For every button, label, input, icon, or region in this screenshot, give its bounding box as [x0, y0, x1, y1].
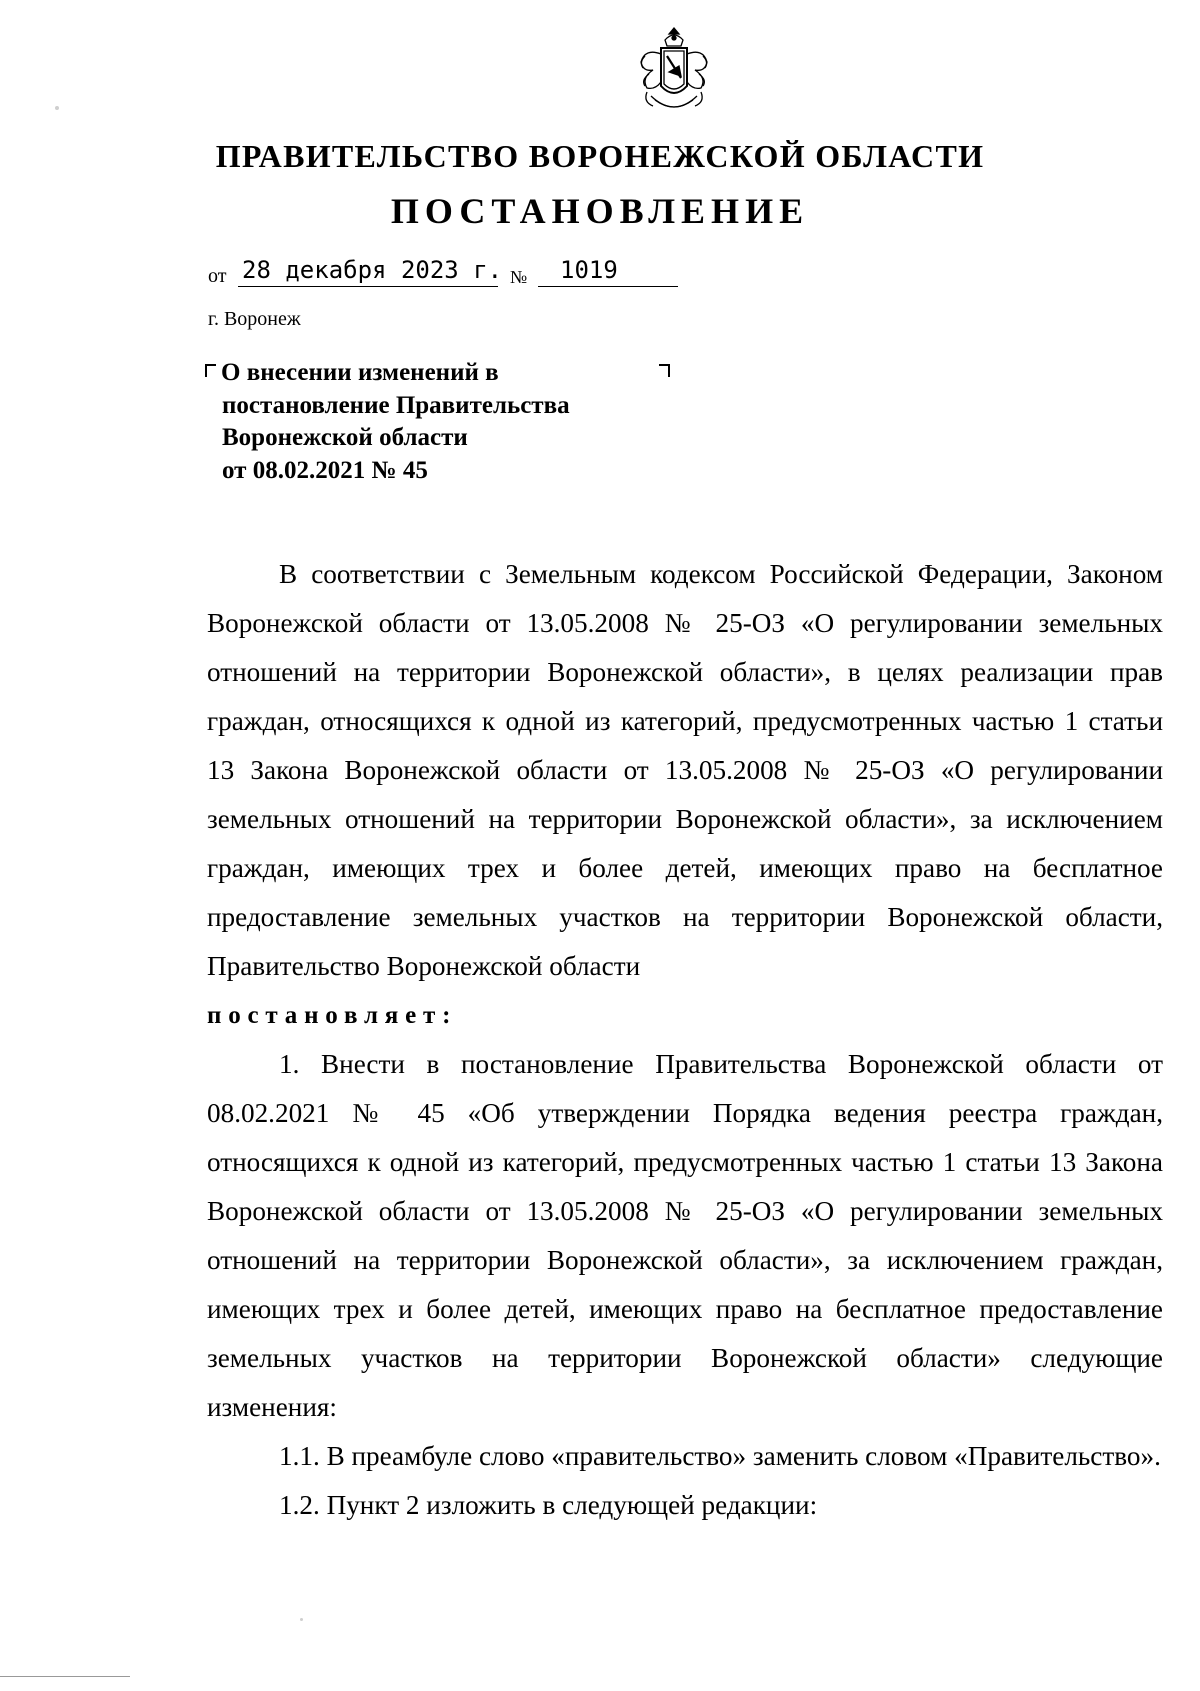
item-1-2-paragraph: 1.2. Пункт 2 изложить в следующей редакции: [279, 1490, 818, 1520]
preamble-paragraph: В соответствии с Земельным кодексом Российской Федерации, Законом Воронежской области от 13.05.2008 № 25-ОЗ «О регулировании земельных отношений на территории Воронежской области», в целях реализации прав граждан, относящихся к одной из категорий, предусмотренных частью 1 статьи 13 Закона Воронежской области от 13.05.2008 № 25-ОЗ «О регулировании земельных отношений на территории Воронежской области», за исключением граждан, имеющих трех и более детей, имеющих право на бесплатное предоставление земельных участков на территории Воронежской области, Правительство Воронежской области [207, 559, 1163, 981]
subject-corner-right [659, 364, 670, 377]
document-subject [218, 357, 570, 487]
voronezh-coat-of-arms-icon [631, 26, 717, 122]
document-body [207, 550, 1163, 1530]
item-1-paragraph: 1. Внести в постановление Правительства Воронежской области от 08.02.2021 № 45 «Об утверждении Порядка ведения реестра граждан, относящихся к одной из категорий, предусмотренных частью 1 статьи 13 Закона Воронежской области от 13.05.2008 № 25-ОЗ «О регулировании земельных отношений на территории Воронежской области», за исключением граждан, имеющих трех и более детей, имеющих право на бесплатное предоставление земельных участков на территории Воронежской области» следующие изменения: [207, 1049, 1163, 1422]
subject-corner-left [205, 364, 216, 377]
date-number-line [208, 252, 678, 292]
number-label: № [510, 267, 528, 287]
subject-line: Воронежской области [222, 424, 468, 451]
number-underline [538, 286, 678, 287]
scan-speck [55, 106, 59, 110]
date-from-label: от [208, 265, 227, 287]
document-number: 1019 [560, 256, 618, 284]
document-type-title: ПОСТАНОВЛЕНИЕ [390, 191, 810, 231]
subject-line: от 08.02.2021 № 45 [222, 456, 428, 484]
resolution-verdict: постановляет: [207, 1002, 458, 1029]
organization-title: ПРАВИТЕЛЬСТВО ВОРОНЕЖСКОЙ ОБЛАСТИ [215, 138, 985, 174]
scan-speck [300, 1618, 303, 1621]
subject-line: О внесении изменений в [221, 359, 499, 386]
item-1-1-paragraph: 1.1. В преамбуле слово «правительство» заменить словом «Правительство». [279, 1441, 1161, 1471]
date-underline [238, 286, 498, 287]
subject-line: постановление Правительства [222, 391, 570, 419]
document-date: 28 декабря 2023 г. [242, 256, 503, 284]
city-label: г. Воронеж [208, 308, 301, 330]
bottom-edge-rule [0, 1676, 130, 1677]
